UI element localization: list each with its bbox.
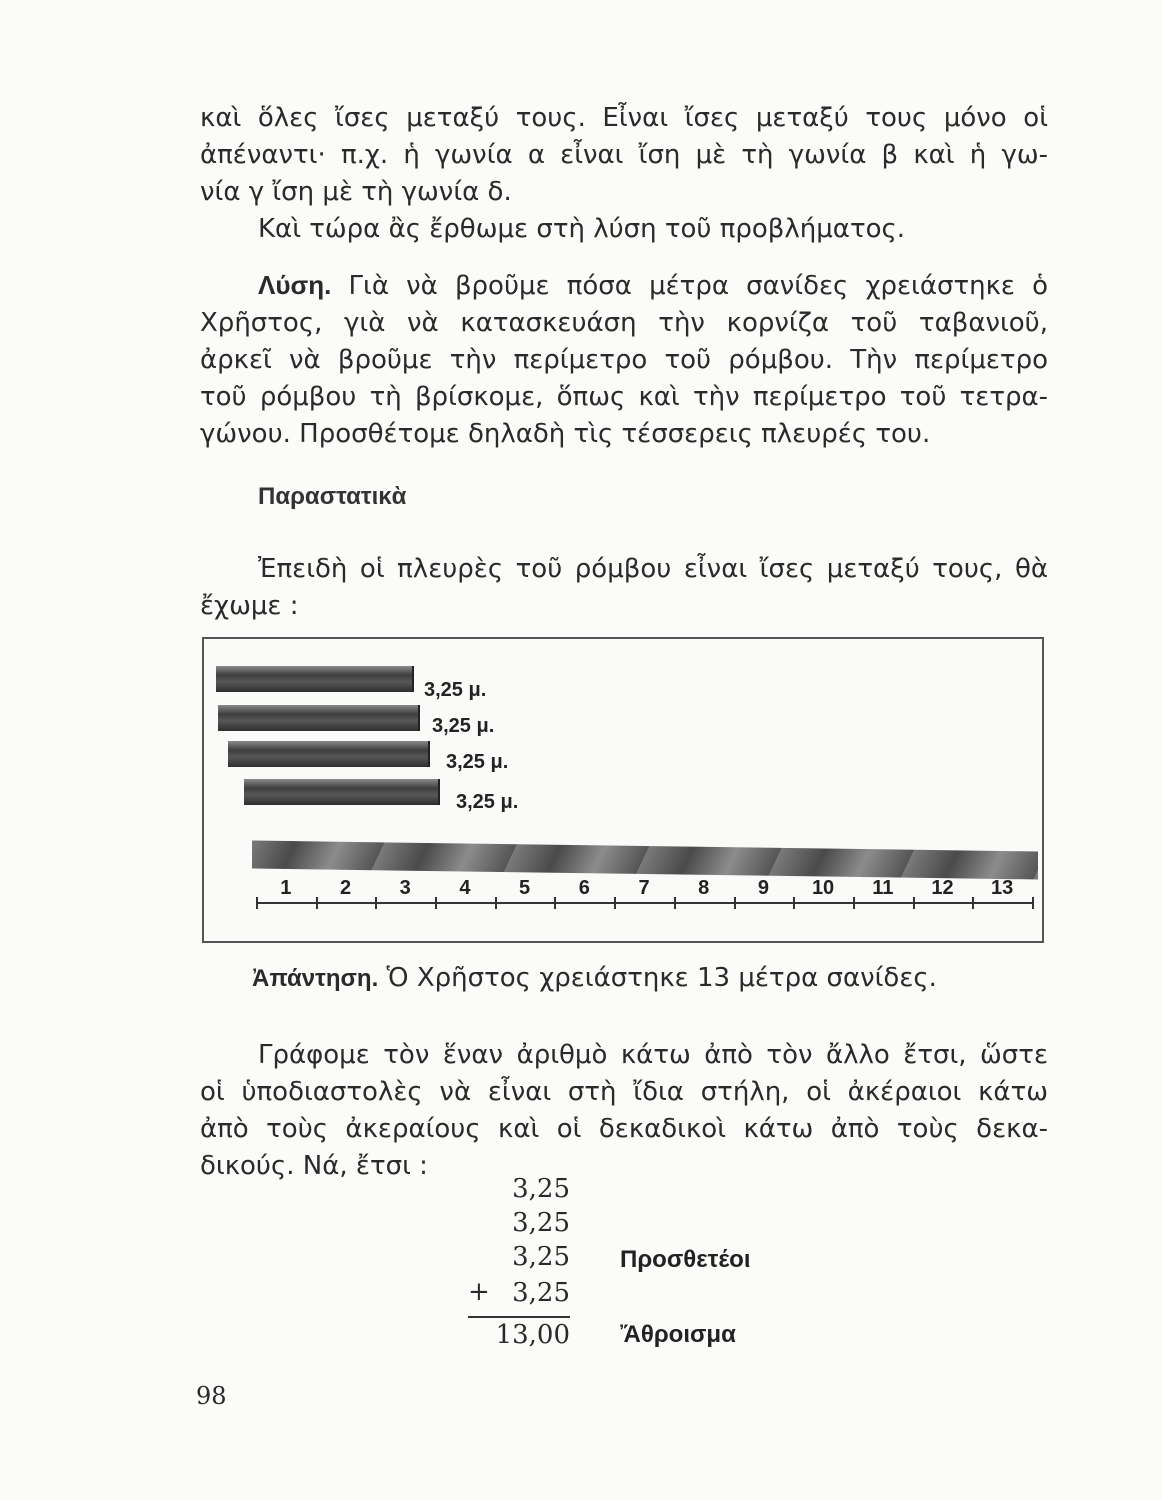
text-line: γώνου. Προσθέτομε δηλαδὴ τὶς τέσσερεις πλευρές του. [200,419,931,449]
answer-text: Ὁ Χρῆστος χρειάστηκε 13 μέτρα σανίδες. [386,963,937,993]
ruler-tick [375,897,377,909]
plank-4-label: 3,25 μ. [456,791,519,813]
total-label: Ἄθροισμα [620,1321,736,1348]
text-line: καὶ ὅλες ἴσες μεταξύ τους. Εἶναι ἴσες μεταξύ τους μόνο οἱ [200,103,1048,133]
ruler-number: 13 [991,877,1014,899]
ruler-number: 8 [698,877,710,899]
ruler-tick [734,897,736,909]
text-line: Ἐπειδὴ οἱ πλευρὲς τοῦ ρόμβου εἶναι ἴσες μεταξύ τους, θὰ [258,554,1048,584]
answer-label: Ἀπάντηση. [252,965,379,992]
plank-1-label: 3,25 μ. [424,679,487,701]
ruler-number: 4 [459,877,471,899]
ruler-tick [1032,897,1034,909]
plank-1 [216,666,414,692]
text-line: ἔχωμε : [200,591,299,621]
ruler-tick [316,897,318,909]
solution-label: Λύση. [258,270,332,300]
plank-4 [244,779,440,805]
text-line: δικούς. Νά, ἔτσι : [200,1151,428,1181]
ruler-number: 3 [399,877,411,899]
plank-3-label: 3,25 μ. [446,751,509,773]
addend-3: 3,25 [512,1242,570,1272]
long-plank [252,841,1038,880]
text-line: νία γ ἴση μὲ τὴ γωνία δ. [200,177,512,207]
illustrative-paragraph [200,551,1048,625]
ruler-tick [435,897,437,909]
ruler-tick [674,897,676,909]
planks-figure [202,637,1044,943]
text-line: ἀπέναντι· π.χ. ἡ γωνία α εἶναι ἴση μὲ τὴ γωνία β καὶ ἡ γω- [200,140,1048,170]
text-line [200,267,1048,305]
ruler-number: 12 [931,877,954,899]
plank-3 [228,741,430,767]
ruler-number: 2 [339,877,352,899]
addend-1: 3,25 [512,1174,570,1204]
ruler-tick [793,897,795,909]
text-line: ἀρκεῖ νὰ βροῦμε τὴν περίμετρο τοῦ ρόμβου. Τὴν περίμετρο [200,345,1048,375]
ruler-tick [495,897,497,909]
ruler-number: 9 [757,877,769,899]
intro-paragraph [200,100,1048,248]
text-line: ἀπὸ τοὺς ἀκεραίους καὶ οἱ δεκαδικοὶ κάτω ἀπὸ τοὺς δεκα- [200,1114,1048,1144]
text-line: Καὶ τώρα ἂς ἔρθωμε στὴ λύση τοῦ προβλήματος. [258,214,906,244]
addend-4: 3,25 [512,1278,570,1308]
ruler-tick [853,897,855,909]
solution-paragraph [200,267,1048,453]
method-paragraph [200,1037,1048,1185]
ruler-tick [256,897,258,909]
answer-line [252,963,937,993]
illustrative-heading: Παραστατικὰ [258,483,407,510]
plank-2 [218,705,420,731]
ruler-number: 7 [638,877,650,899]
plus-sign: + [468,1277,490,1307]
text-line: Γράφομε τὸν ἕναν ἀριθμὸ κάτω ἀπὸ τὸν ἄλλο ἔτσι, ὥστε [258,1040,1048,1070]
text-line: οἱ ὑποδιαστολὲς νὰ εἶναι στὴ ἴδια στήλη, οἱ ἀκέραιοι κάτω [200,1077,1048,1107]
addends-label: Προσθετέοι [620,1246,751,1273]
ruler-number: 6 [578,877,590,899]
ruler-number: 10 [811,877,835,899]
ruler-tick [972,897,974,909]
text-line: Χρῆστος, γιὰ νὰ κατασκευάση τὴν κορνίζα τοῦ ταβανιοῦ, [200,308,1048,338]
ruler-number: 11 [872,877,894,899]
sum-total: 13,00 [495,1320,570,1350]
ruler-number: 1 [280,877,292,899]
ruler-tick [554,897,556,909]
plank-2-label: 3,25 μ. [432,715,495,737]
page-number: 98 [196,1382,227,1410]
ruler-tick [614,897,616,909]
meter-ruler [256,877,1032,911]
addend-2: 3,25 [512,1208,570,1238]
ruler-number: 5 [519,877,531,899]
solution-first-line: Γιὰ νὰ βροῦμε πόσα μέτρα σανίδες χρειάστηκε ὁ [348,271,1049,301]
ruler-line [256,902,1032,904]
text-line: τοῦ ρόμβου τὴ βρίσκομε, ὅπως καὶ τὴν περίμετρο τοῦ τετρα- [200,382,1048,412]
ruler-tick [913,897,915,909]
